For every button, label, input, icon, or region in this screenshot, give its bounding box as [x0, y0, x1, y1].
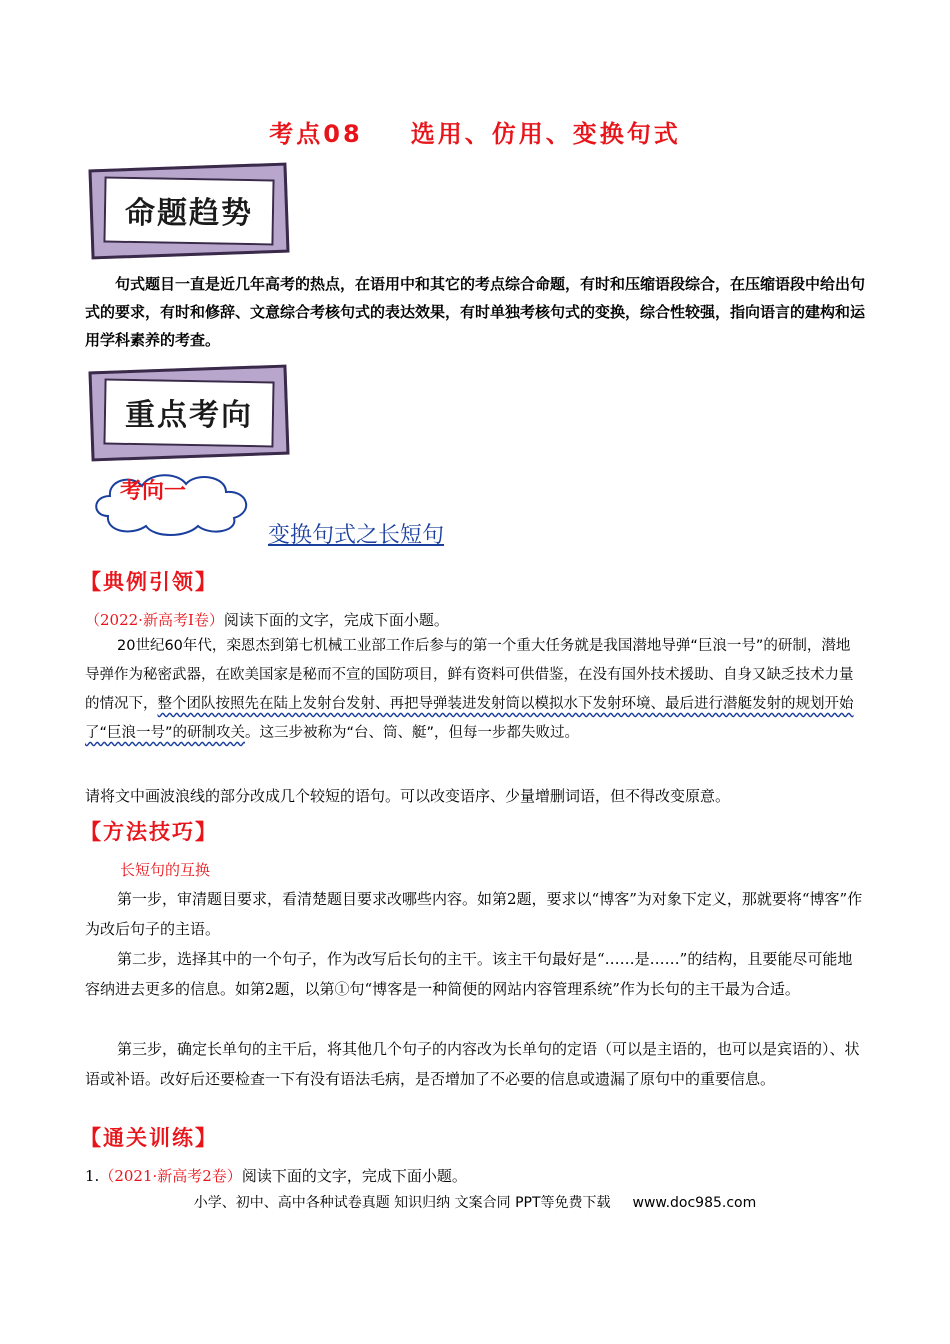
example-instruction: 阅读下面的文字，完成下面小题。 — [223, 611, 449, 629]
passage-wavy-underline: 整个团队按照先在陆上发射台发射、再把导弹装进发射筒以模拟水下发射环境、最后进行潜艇发射的规划开始了“巨浪一号”的研制攻关 — [85, 696, 854, 741]
direction-title: 变换句式之长短句 — [268, 523, 445, 548]
title-topic-code: 考点08 — [269, 120, 363, 148]
title-topic-name: 选用、仿用、变换句式 — [410, 120, 681, 148]
training-source: （2021·新高考2卷） — [99, 1167, 242, 1185]
training-number: 1. — [85, 1167, 100, 1185]
training-question-1 — [85, 1162, 865, 1190]
method-heading: 长短句的互换 — [120, 861, 211, 879]
method-step-2: 第二步，选择其中的一个句子，作为改写后长句的主干。该主干句最好是“……是……”的结构，且要能尽可能地容纳进去更多的信息。如第2题，以第①句“博客是一种简便的网站内容管理系统”作为长句的主干最为合适。 — [85, 950, 853, 998]
intro-paragraph: 句式题目一直是近几年高考的热点，在语用中和其它的考点综合命题，有时和压缩语段综合，在压缩语段中给出句式的要求，有时和修辞、文意综合考核句式的表达效果，有时单独考核句式的变换，综合性较强，指向语言的建构和运用学科素养的考查。 — [85, 275, 866, 349]
section-training-heading: 【通关训练】 — [80, 1126, 218, 1150]
passage-after: 。这三步被称为“台、筒、艇”，但每一步都失败过。 — [245, 725, 580, 741]
direction-label: 考向一 — [120, 479, 187, 504]
page-title — [0, 114, 950, 149]
section-method-heading: 【方法技巧】 — [80, 820, 218, 844]
banner-key-direction — [90, 368, 288, 458]
method-step-3: 第三步，确定长单句的主干后，将其他几个句子的内容改为长单句的定语（可以是主语的，也可以是宾语的）、状语或补语。改好后还要检查一下有没有语法毛病，是否增加了不必要的信息或遗漏了原句中的重要信息。 — [85, 1040, 860, 1088]
banner-trend — [90, 166, 288, 256]
section-example-heading: 【典例引领】 — [80, 570, 218, 594]
example-source: （2022·新高考I卷） — [85, 611, 224, 629]
footer-text: 小学、初中、高中各种试卷真题 知识归纳 文案合同 PPT等免费下载 — [193, 1195, 611, 1211]
banner-trend-label: 命题趋势 — [125, 196, 253, 231]
example-question: 请将文中画波浪线的部分改成几个较短的语句。可以改变语序、少量增删词语，但不得改变原意。 — [85, 787, 731, 805]
footer-url[interactable]: www.doc985.com — [632, 1195, 757, 1211]
page-footer — [0, 1192, 950, 1212]
method-step-1: 第一步，审清题目要求，看清楚题目要求改哪些内容。如第2题，要求以“博客”为对象下定义，那就要将“博客”作为改后句子的主语。 — [85, 890, 863, 938]
training-instruction: 阅读下面的文字，完成下面小题。 — [241, 1167, 467, 1185]
banner-key-direction-label: 重点考向 — [125, 398, 253, 433]
passage-before: 20世纪60年代，栾恩杰到第七机械工业部工作后参与的第一个重大任务就是我国潜地导弹“巨浪一号”的研制，潜地导弹作为秘密武器，在欧美国家是秘而不宣的国防项目，鲜有资料可供借鉴，在没有国外技术援助、自身又缺乏技术力量的情况下， — [85, 638, 854, 712]
example-intro-line — [85, 606, 865, 634]
example-passage — [85, 632, 860, 748]
